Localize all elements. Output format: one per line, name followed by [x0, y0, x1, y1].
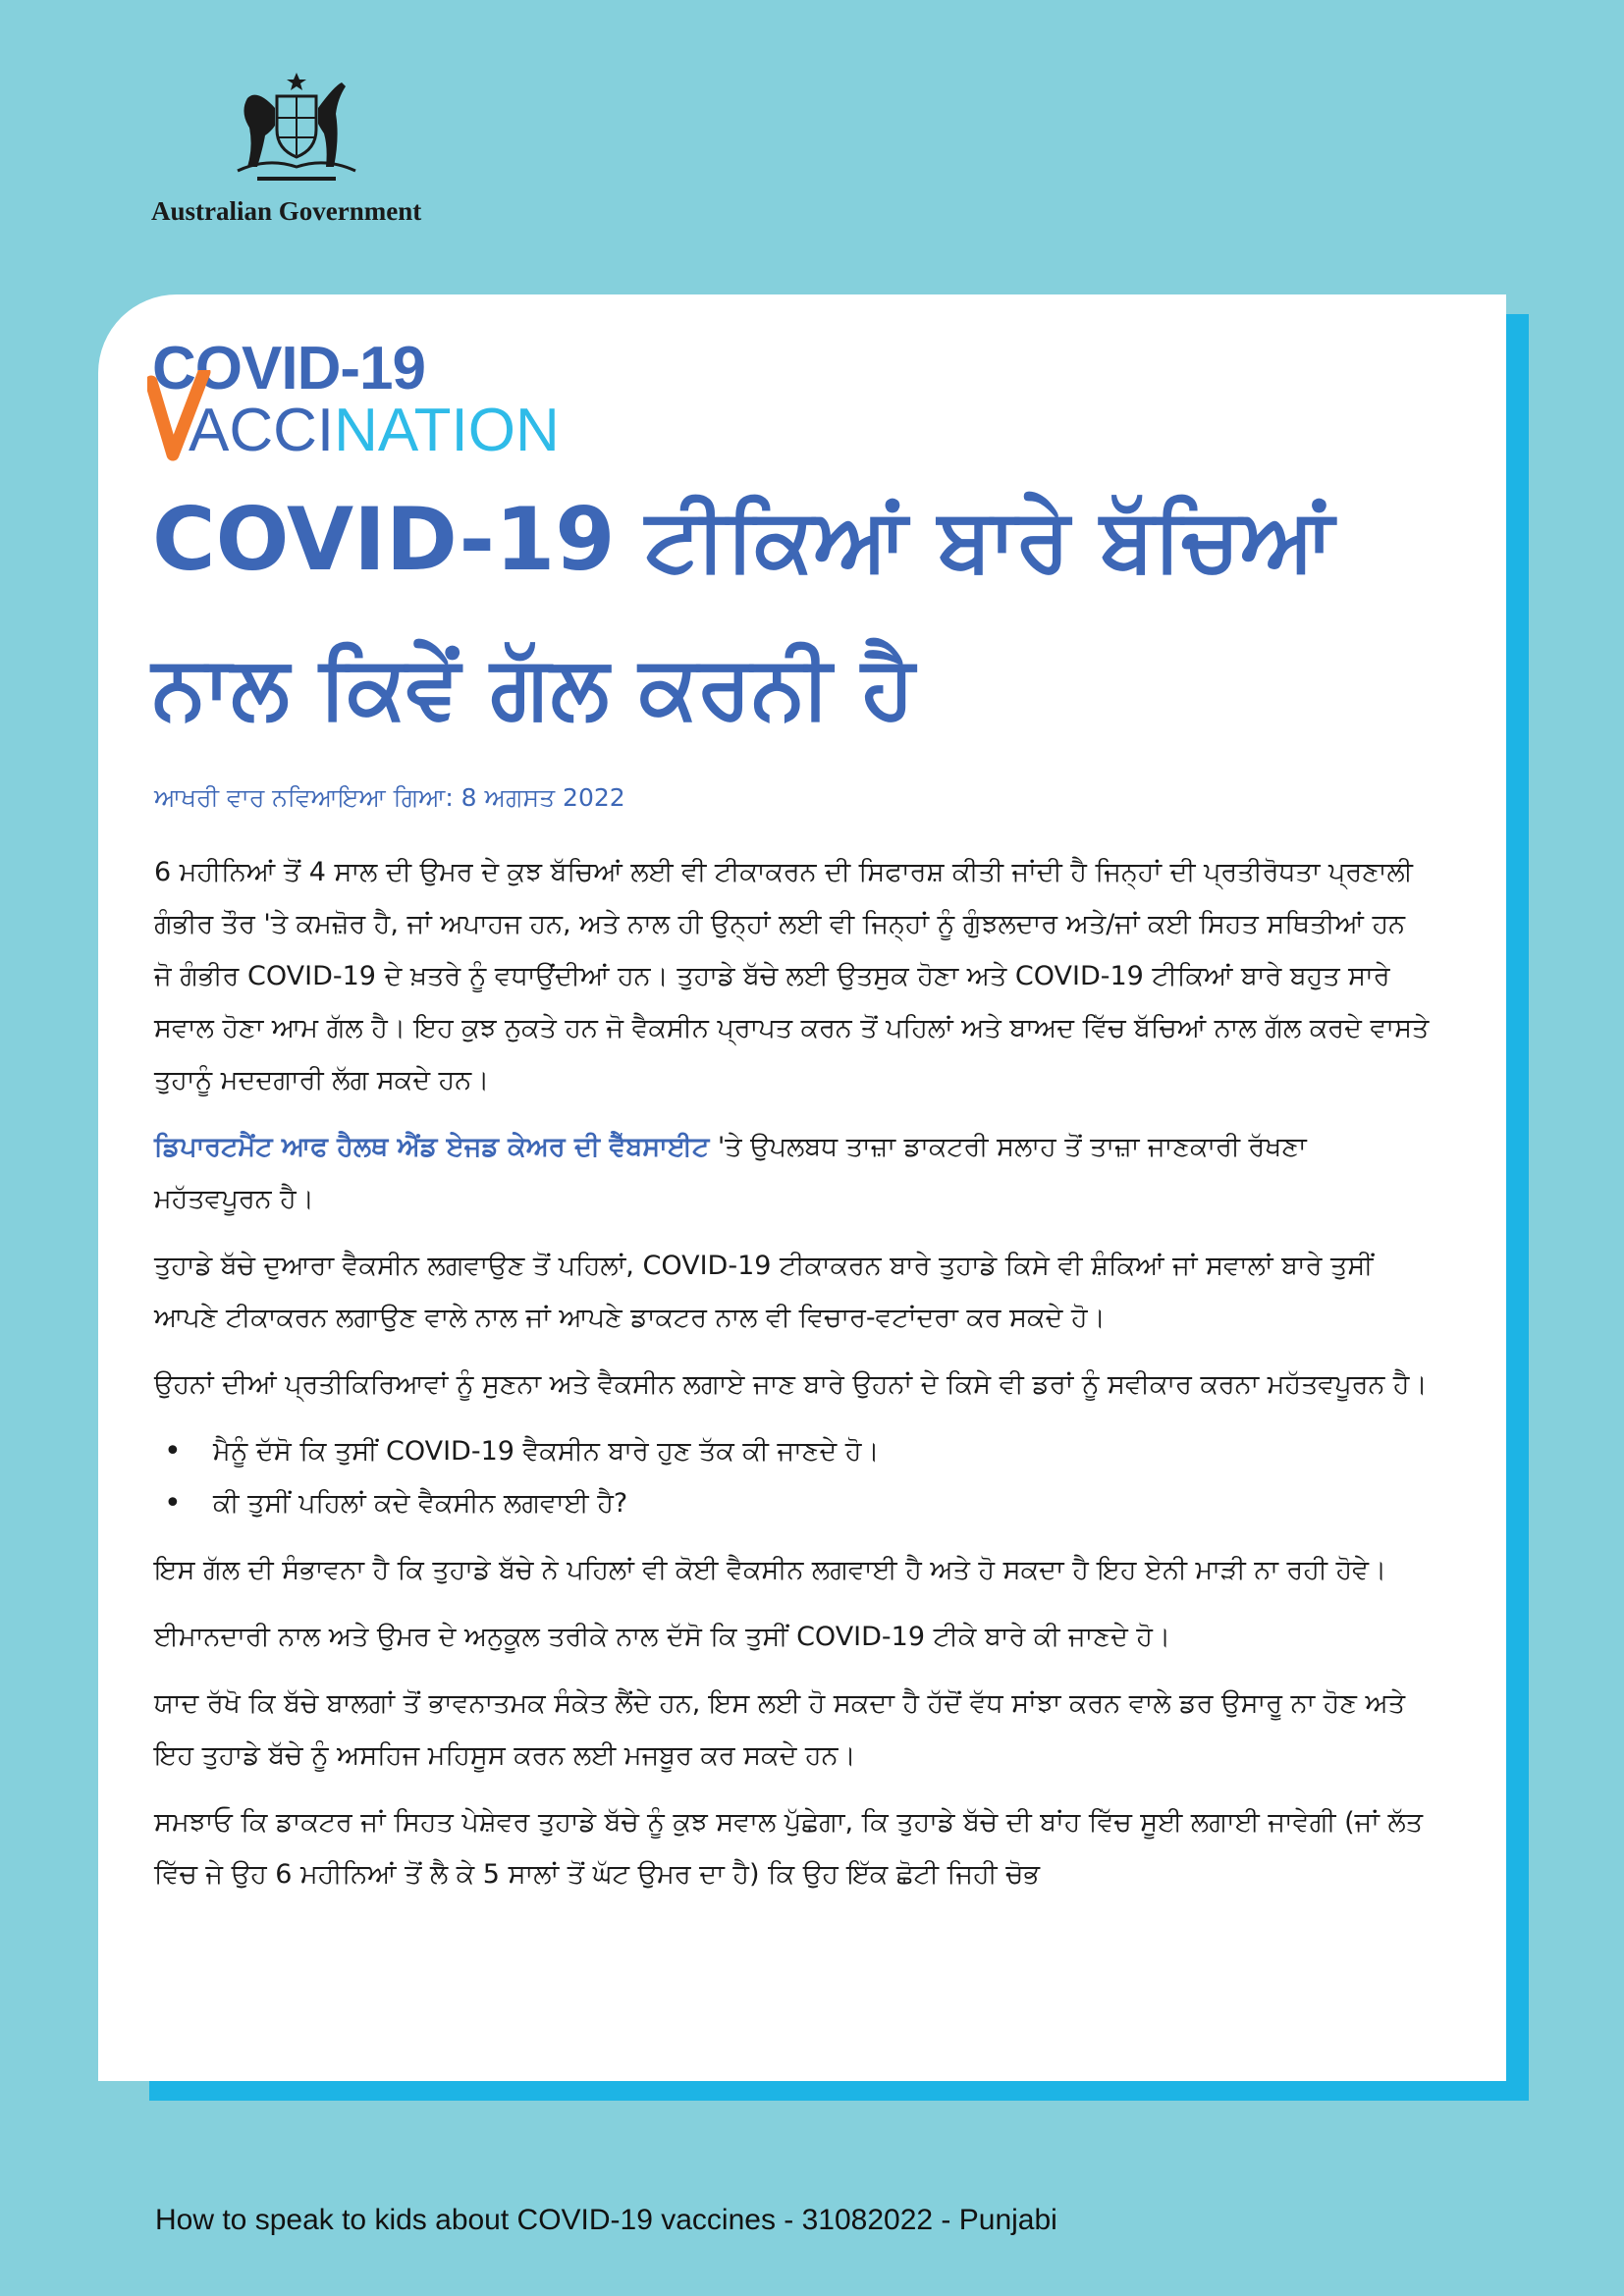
paragraph-discuss: ਤੁਹਾਡੇ ਬੱਚੇ ਦੁਆਰਾ ਵੈਕਸੀਨ ਲਗਵਾਉਣ ਤੋਂ ਪਹਿਲਾਂ, COVID-19 ਟੀਕਾਕਰਨ ਬਾਰੇ ਤੁਹਾਡੇ ਕਿਸੇ ਵੀ ਸ਼ੰਕਿਆਂ ਜਾਂ ਸਵਾਲਾਂ ਬਾਰੇ ਤੁਸੀਂ ਆਪਣੇ ਟੀਕਾਕਰਨ ਲਗਾਉਣ ਵਾਲੇ ਨਾਲ ਜਾਂ ਆਪਣੇ ਡਾਕਟਰ ਨਾਲ ਵੀ ਵਿਚਾਰ-ਵਟਾਂਦਰਾ ਕਰ ਸਕਦੇ ਹੋ। — [154, 1251, 1374, 1333]
paragraph-honesty: ਈਮਾਨਦਾਰੀ ਨਾਲ ਅਤੇ ਉਮਰ ਦੇ ਅਨੁਕੂਲ ਤਰੀਕੇ ਨਾਲ ਦੱਸੋ ਕਿ ਤੁਸੀਂ COVID-19 ਟੀਕੇ ਬਾਰੇ ਕੀ ਜਾਣਦੇ ਹੋ। — [154, 1622, 1171, 1652]
coat-of-arms-icon — [218, 69, 375, 187]
page-title: COVID-19 ਟੀਕਿਆਂ ਬਾਰੇ ਬੱਚਿਆਂ ਨਾਲ ਕਿਵੇਂ ਗੱਲ ਕਰਨੀ ਹੈ — [152, 489, 1334, 737]
logo-accination-part: ACCI — [189, 397, 335, 464]
last-updated: ਆਖਰੀ ਵਾਰ ਨਵਿਆਇਆ ਗਿਆ: 8 ਅਗਸਤ 2022 — [154, 783, 625, 812]
paragraph-stay-informed — [154, 1121, 1431, 1225]
paragraph-listen: ਉਹਨਾਂ ਦੀਆਂ ਪ੍ਰਤੀਕਿਰਿਆਵਾਂ ਨੂੰ ਸੁਣਨਾ ਅਤੇ ਵੈਕਸੀਨ ਲਗਾਏ ਜਾਣ ਬਾਰੇ ਉਹਨਾਂ ਦੇ ਕਿਸੇ ਵੀ ਡਰਾਂ ਨੂੰ ਸਵੀਕਾਰ ਕਰਨਾ ਮਹੱਤਵਪੂਰਨ ਹੈ। — [154, 1369, 1428, 1400]
covid-vaccination-logo — [147, 335, 599, 466]
article-body — [154, 846, 1431, 1915]
checkmark-icon — [147, 370, 216, 468]
paragraph-intro: 6 ਮਹੀਨਿਆਂ ਤੋਂ 4 ਸਾਲ ਦੀ ਉਮਰ ਦੇ ਕੁਝ ਬੱਚਿਆਂ ਲਈ ਵੀ ਟੀਕਾਕਰਨ ਦੀ ਸਿਫਾਰਸ਼ ਕੀਤੀ ਜਾਂਦੀ ਹੈ ਜਿਨ੍ਹਾਂ ਦੀ ਪ੍ਰਤੀਰੋਧਤਾ ਪ੍ਰਣਾਲੀ ਗੰਭੀਰ ਤੌਰ 'ਤੇ ਕਮਜ਼ੋਰ ਹੈ, ਜਾਂ ਅਪਾਹਜ ਹਨ, ਅਤੇ ਨਾਲ ਹੀ ਉਨ੍ਹਾਂ ਲਈ ਵੀ ਜਿਨ੍ਹਾਂ ਨੂੰ ਗੁੰਝਲਦਾਰ ਅਤੇ/ਜਾਂ ਕਈ ਸਿਹਤ ਸਥਿਤੀਆਂ ਹਨ ਜੋ ਗੰਭੀਰ COVID-19 ਦੇ ਖ਼ਤਰੇ ਨੂੰ ਵਧਾਉਂਦੀਆਂ ਹਨ। ਤੁਹਾਡੇ ਬੱਚੇ ਲਈ ਉਤਸੁਕ ਹੋਣਾ ਅਤੇ COVID-19 ਟੀਕਿਆਂ ਬਾਰੇ ਬਹੁਤ ਸਾਰੇ ਸਵਾਲ ਹੋਣਾ ਆਮ ਗੱਲ ਹੈ। ਇਹ ਕੁਝ ਨੁਕਤੇ ਹਨ ਜੋ ਵੈਕਸੀਨ ਪ੍ਰਾਪਤ ਕਰਨ ਤੋਂ ਪਹਿਲਾਂ ਅਤੇ ਬਾਅਦ ਵਿੱਚ ਬੱਚਿਆਂ ਨਾਲ ਗੱਲ ਕਰਦੇ ਵਾਸਤੇ ਤੁਹਾਨੂੰ ਮਦਦਗਾਰੀ ਲੱਗ ਸਕਦੇ ਹਨ। — [154, 857, 1430, 1095]
question-list — [154, 1425, 1431, 1529]
paragraph-explain: ਸਮਝਾਓ ਕਿ ਡਾਕਟਰ ਜਾਂ ਸਿਹਤ ਪੇਸ਼ੇਵਰ ਤੁਹਾਡੇ ਬੱਚੇ ਨੂੰ ਕੁਝ ਸਵਾਲ ਪੁੱਛੇਗਾ, ਕਿ ਤੁਹਾਡੇ ਬੱਚੇ ਦੀ ਬਾਂਹ ਵਿੱਚ ਸੂਈ ਲਗਾਈ ਜਾਵੇਗੀ (ਜਾਂ ਲੱਤ ਵਿੱਚ ਜੇ ਉਹ 6 ਮਹੀਨਿਆਂ ਤੋਂ ਲੈ ਕੇ 5 ਸਾਲਾਂ ਤੋਂ ਘੱਟ ਉਮਰ ਦਾ ਹੈ) ਕਿ ਉਹ ਇੱਕ ਛੋਟੀ ਜਿਹੀ ਚੋਭ — [154, 1807, 1424, 1890]
footer-text: How to speak to kids about COVID-19 vaccines - 31082022 - Punjabi — [155, 2204, 1057, 2236]
list-item: • ਕੀ ਤੁਸੀਂ ਪਹਿਲਾਂ ਕਦੇ ਵੈਕਸੀਨ ਲਗਵਾਈ ਹੈ? — [213, 1477, 1431, 1529]
paragraph-emotional-cues: ਯਾਦ ਰੱਖੋ ਕਿ ਬੱਚੇ ਬਾਲਗਾਂ ਤੋਂ ਭਾਵਨਾਤਮਕ ਸੰਕੇਤ ਲੈਂਦੇ ਹਨ, ਇਸ ਲਈ ਹੋ ਸਕਦਾ ਹੈ ਹੱਦੋਂ ਵੱਧ ਸਾਂਝਾ ਕਰਨ ਵਾਲੇ ਡਰ ਉਸਾਰੂ ਨਾ ਹੋਣ ਅਤੇ ਇਹ ਤੁਹਾਡੇ ਬੱਚੇ ਨੂੰ ਅਸਹਿਜ ਮਹਿਸੂਸ ਕਰਨ ਲਈ ਮਜਬੂਰ ਕਰ ਸਕਦੇ ਹਨ। — [154, 1688, 1406, 1771]
health-department-link[interactable]: ਡਿਪਾਰਟਮੈਂਟ ਆਫ ਹੈਲਥ ਐਂਡ ਏਜਡ ਕੇਅਰ ਦੀ ਵੈੱਬਸਾਈਟ — [154, 1132, 710, 1162]
list-item: • ਮੈਨੂੰ ਦੱਸੋ ਕਿ ਤੁਸੀਂ COVID-19 ਵੈਕਸੀਨ ਬਾਰੇ ਹੁਣ ਤੱਕ ਕੀ ਜਾਣਦੇ ਹੋ। — [213, 1425, 1431, 1477]
paragraph-stay-informed-text: 'ਤੇ ਉਪਲਬਧ ਤਾਜ਼ਾ ਡਾਕਟਰੀ ਸਲਾਹ ਤੋਂ ਤਾਜ਼ਾ ਜਾਣਕਾਰੀ ਰੱਖਣਾ ਮਹੱਤਵਪੂਰਨ ਹੈ। — [154, 1132, 1307, 1214]
government-name: Australian Government — [151, 196, 422, 226]
logo-nation-part: NATION — [334, 397, 560, 464]
paragraph-prior-vaccine: ਇਸ ਗੱਲ ਦੀ ਸੰਭਾਵਨਾ ਹੈ ਕਿ ਤੁਹਾਡੇ ਬੱਚੇ ਨੇ ਪਹਿਲਾਂ ਵੀ ਕੋਈ ਵੈਕਸੀਨ ਲਗਵਾਈ ਹੈ ਅਤੇ ਹੋ ਸਕਦਾ ਹੈ ਇਹ ਏਨੀ ਮਾੜੀ ਨਾ ਰਹੀ ਹੋਵੇ। — [154, 1555, 1387, 1585]
logo-line-1: COVID-19 — [152, 335, 425, 402]
government-logo — [147, 69, 461, 236]
